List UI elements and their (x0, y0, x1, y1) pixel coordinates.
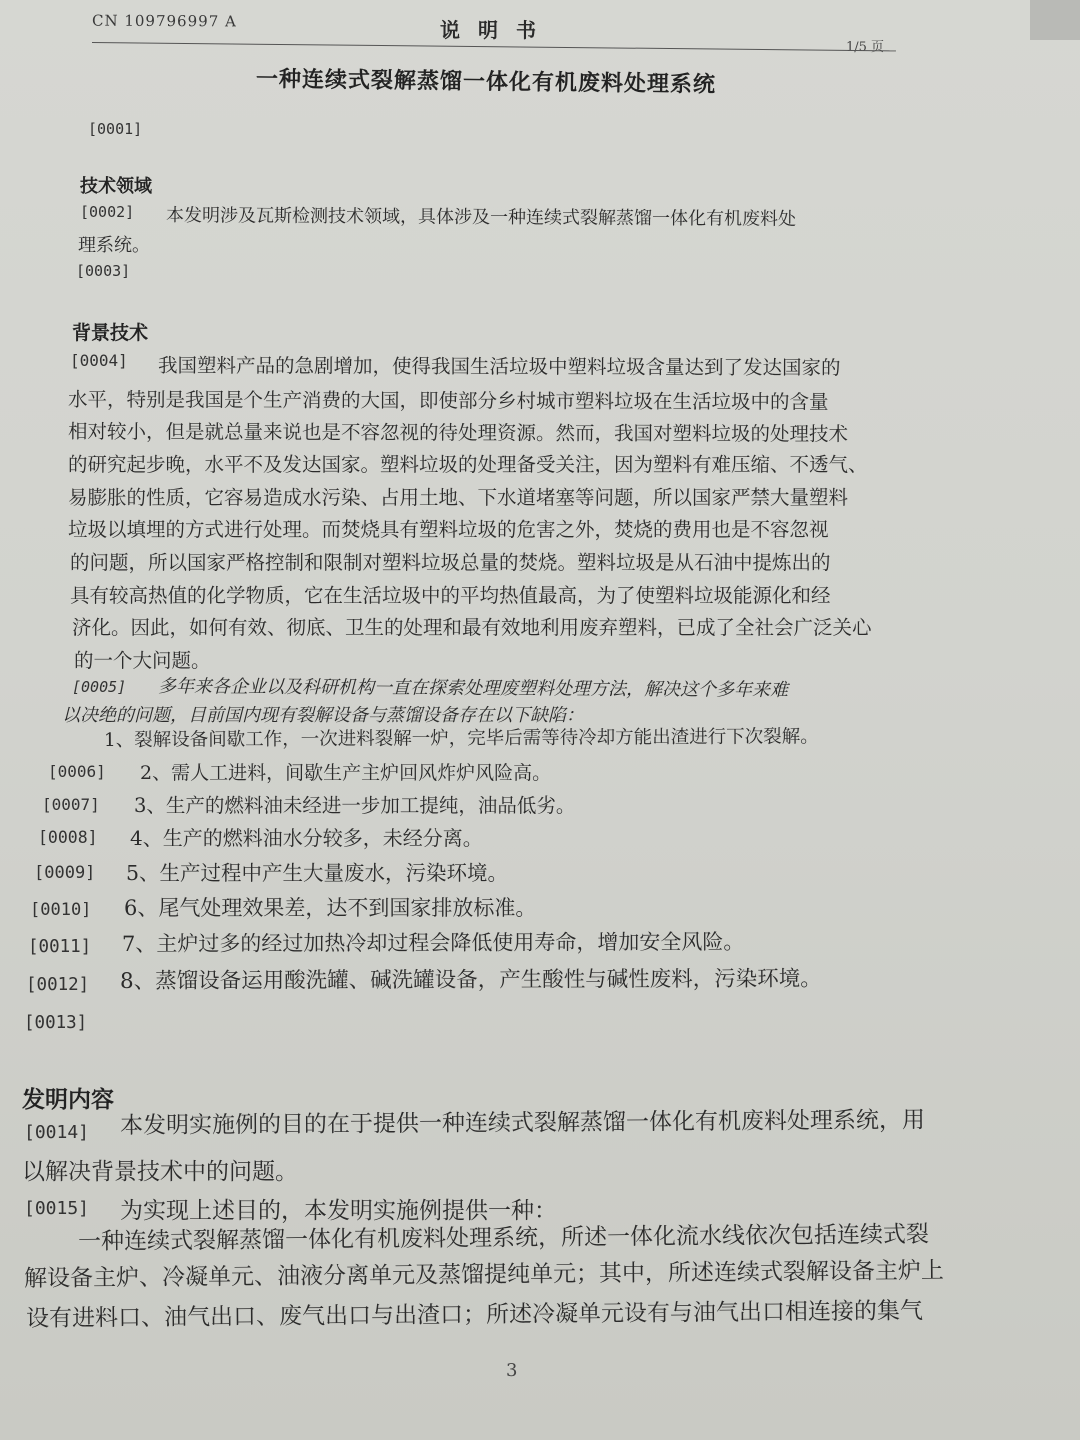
section-heading-invention-content: 发明内容 (22, 1087, 114, 1113)
patent-number: CN 109796997 A (91, 11, 237, 31)
paragraph-line: 1、裂解设备间歇工作，一次进料裂解一炉，完毕后需等待冷却方能出渣进行下次裂解。 (103, 726, 819, 751)
paragraph-id: [0005] (72, 678, 127, 696)
paragraph-line: 的研究起步晚，水平不及发达国家。塑料垃圾的处理备受关注，因为塑料有难压缩、不透气、 (68, 453, 868, 476)
page-indicator: 1/5 页 (846, 40, 885, 55)
paragraph-id: [0007] (42, 795, 100, 814)
section-heading-technical-field: 技术领域 (80, 176, 152, 197)
doc-type-title: 说明书 (440, 18, 554, 42)
paragraph-id: [0003] (76, 262, 131, 280)
paragraph-line: 解设备主炉、冷凝单元、油液分离单元及蒸馏提纯单元；其中，所述连续式裂解设备主炉上 (23, 1257, 945, 1292)
header-divider (92, 42, 896, 51)
paragraph-line: 2、需人工进料，间歇生产主炉回风炸炉风险高。 (140, 762, 552, 784)
paragraph-line: 垃圾以填埋的方式进行处理。而焚烧具有塑料垃圾的危害之外，焚烧的费用也是不容忽视 (68, 518, 829, 541)
paragraph-line: 的一个大问题。 (74, 649, 211, 672)
document-title: 一种连续式裂解蒸馏一体化有机废料处理系统 (255, 66, 717, 98)
paragraph-line: 3、生产的燃料油未经进一步加工提纯，油品低劣。 (134, 794, 576, 817)
paragraph-line: 设有进料口、油气出口、废气出口与出渣口；所述冷凝单元设有与油气出口相连接的集气 (25, 1298, 924, 1332)
paragraph-line: 本发明涉及瓦斯检测技术领域，具体涉及一种连续式裂解蒸馏一体化有机废料处 (165, 205, 797, 230)
paragraph-id: [0008] (38, 828, 98, 847)
paragraph-line: 本发明实施例的目的在于提供一种连续式裂解蒸馏一体化有机废料处理系统，用 (119, 1107, 926, 1139)
paragraph-line: 4、生产的燃料油水分较多，未经分离。 (130, 826, 483, 850)
paragraph-line: 5、生产过程中产生大量废水，污染环境。 (126, 861, 509, 885)
paragraph-id: [0014] (24, 1122, 90, 1143)
paragraph-line: 理系统。 (78, 235, 150, 256)
paragraph-id: [0006] (48, 762, 106, 781)
paragraph-id: [0012] (26, 975, 90, 995)
paragraph-id: [0009] (34, 863, 96, 883)
paragraph-line: 济化。因此，如何有效、彻底、卫生的处理和最有效地利用废弃塑料，已成了全社会广泛关心 (72, 616, 872, 639)
paragraph-id: [0010] (30, 900, 92, 920)
paragraph-id: [0004] (70, 351, 128, 370)
paragraph-id: [0002] (80, 203, 135, 221)
paragraph-line: 8、蒸馏设备运用酸洗罐、碱洗罐设备，产生酸性与碱性废料，污染环境。 (119, 966, 822, 994)
paragraph-line: 7、主炉过多的经过加热冷却过程会降低使用寿命，增加安全风险。 (121, 929, 745, 956)
paragraph-line: 的问题，所以国家严格控制和限制对塑料垃圾总量的焚烧。塑料垃圾是从石油中提炼出的 (70, 551, 831, 574)
paragraph-id: [0001] (88, 120, 143, 138)
paragraph-id: [0013] (24, 1013, 88, 1033)
paragraph-line: 为实现上述目的，本发明实施例提供一种： (120, 1198, 557, 1224)
paragraph-line: 6、尾气处理效果差，达不到国家排放标准。 (124, 896, 537, 920)
paragraph-line: 相对较小，但是就总量来说也是不容忽视的待处理资源。然而，我国对塑料垃圾的处理技术 (67, 420, 849, 446)
paragraph-line: 我国塑料产品的急剧增加，使得我国生活垃圾中塑料垃圾含量达到了发达国家的 (157, 354, 841, 380)
paragraph-line: 水平，特别是我国是个生产消费的大国，即使部分乡村城市塑料垃圾在生活垃圾中的含量 (67, 388, 829, 414)
paragraph-line: 易膨胀的性质，它容易造成水污染、占用土地、下水道堵塞等问题，所以国家严禁大量塑料 (68, 486, 849, 509)
section-heading-background: 背景技术 (72, 322, 149, 344)
paragraph-line: 以解决背景技术中的问题。 (22, 1159, 298, 1185)
paragraph-id: [0011] (28, 937, 92, 957)
paragraph-line: 一种连续式裂解蒸馏一体化有机废料处理系统，所述一体化流水线依次包括连续式裂 (77, 1221, 930, 1255)
paragraph-line: 以决绝的问题，目前国内现有裂解设备与蒸馏设备存在以下缺陷： (62, 705, 584, 726)
paragraph-line: 多年来各企业以及科研机构一直在探索处理废塑料处理方法，解决这个多年来难 (157, 676, 789, 701)
paragraph-id: [0015] (24, 1198, 90, 1219)
paragraph-line: 具有较高热值的化学物质，它在生活垃圾中的平均热值最高，为了使塑料垃圾能源化和经 (70, 584, 831, 607)
page-number: 3 (506, 1360, 518, 1381)
